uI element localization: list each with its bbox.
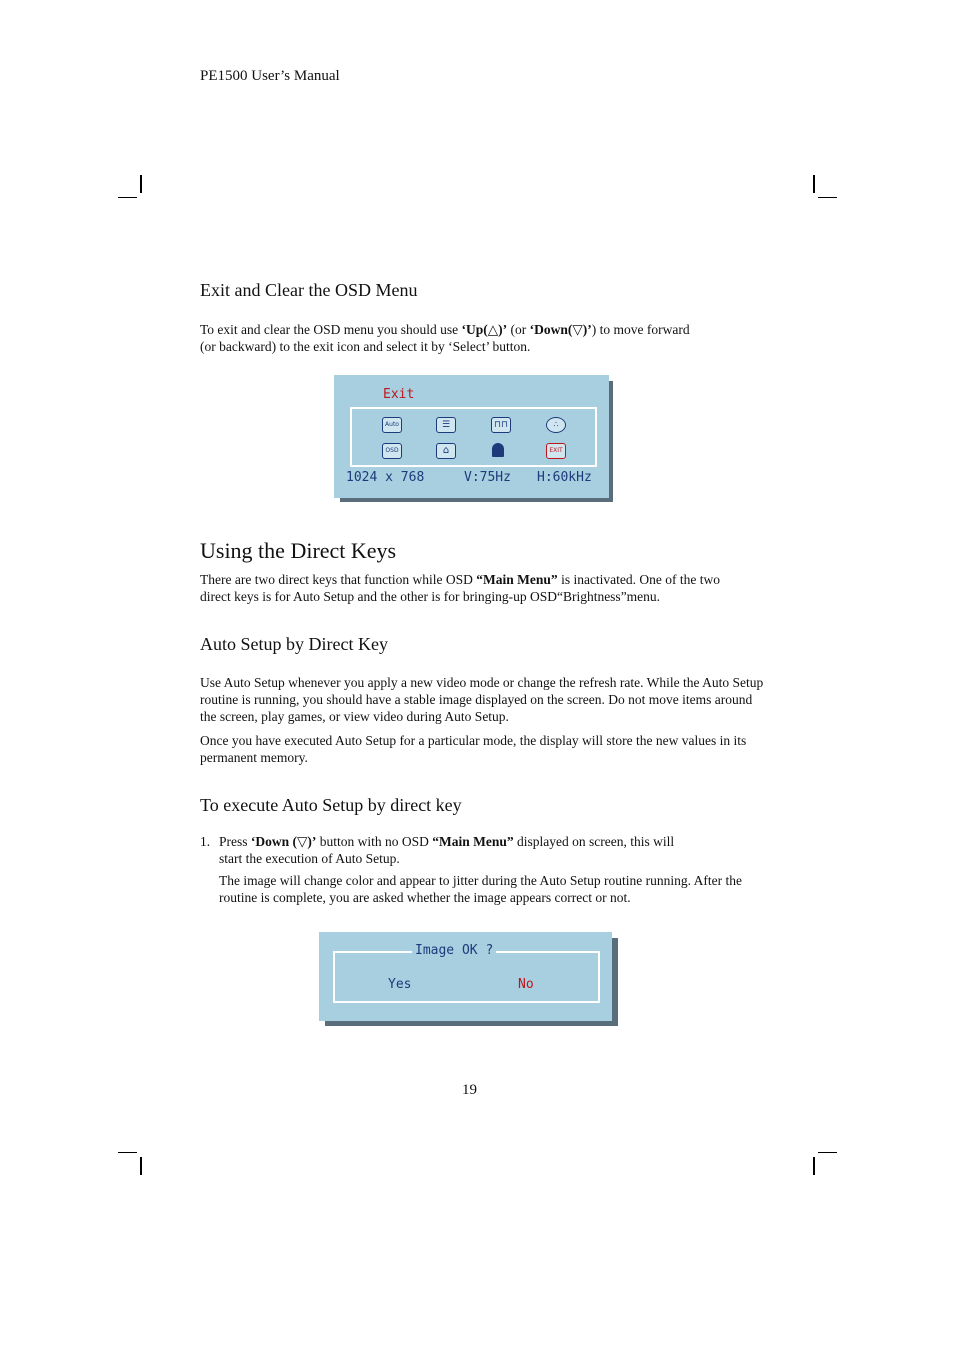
yes-option: Yes — [388, 977, 412, 992]
image-ok-title: Image OK ? — [412, 943, 496, 958]
person-icon — [492, 443, 504, 457]
exit-icon: EXIT — [546, 443, 566, 459]
osd-icon: OSD — [382, 443, 402, 459]
crop-mark — [118, 197, 137, 198]
auto-icon: Auto — [382, 417, 402, 433]
list-icon: ☰ — [436, 417, 456, 433]
crop-mark — [813, 1157, 815, 1175]
wave-icon: ⊓⊓ — [491, 417, 511, 433]
crop-mark — [140, 175, 142, 193]
osd-selected-label: Exit — [383, 387, 415, 402]
list-item-text: Press ‘Down (▽)’ button with no OSD “Main Menu” displayed on screen, this will start the execution of Auto Setup. — [219, 834, 675, 866]
home-icon: ⌂ — [436, 443, 456, 459]
crop-mark — [818, 1152, 837, 1153]
exit-paragraph: To exit and clear the OSD menu you should use ‘Up(△)’ (or ‘Down(▽)’) to move forward (or backward) to the exit icon and select it by ‘Select’ button. — [200, 322, 690, 354]
section-title-auto: Auto Setup by Direct Key — [200, 634, 388, 654]
no-option: No — [518, 977, 534, 992]
section-title-exit: Exit and Clear the OSD Menu — [200, 280, 418, 300]
section-title-direct: Using the Direct Keys — [200, 538, 397, 563]
down-key: ‘Down(▽)’ — [529, 322, 592, 337]
up-key: ‘Up(△)’ — [461, 322, 508, 337]
crop-mark — [140, 1157, 142, 1175]
crop-mark — [813, 175, 815, 193]
section-title-execute: To execute Auto Setup by direct key — [200, 795, 462, 815]
running-header: PE1500 User’s Manual — [200, 68, 340, 84]
image-ok-frame — [333, 951, 600, 1003]
crop-mark — [118, 1152, 137, 1153]
auto-paragraph-2: Once you have executed Auto Setup for a particular mode, the display will store the new values in its permanent memory. — [200, 733, 747, 765]
osd-resolution: 1024 x 768 — [346, 470, 425, 485]
list-item-paragraph: The image will change color and appear to jitter during the Auto Setup routine running. After the routine is complete, you are asked whether the image appears correct or not. — [219, 873, 742, 905]
auto-paragraph-1: Use Auto Setup whenever you apply a new video mode or change the refresh rate. While the Auto Setup routine is running, you should have a stable image displayed on the screen. Do not move items around the screen, play games, or view video during Auto Setup. — [200, 675, 764, 724]
direct-paragraph: There are two direct keys that function while OSD “Main Menu” is inactivated. One of the two direct keys is for Auto Setup and the other is for bringing-up OSD“Brightness”menu. — [200, 572, 721, 604]
osd-hfreq: H:60kHz — [537, 470, 592, 485]
list-item-number: 1. — [200, 834, 211, 849]
osd-vfreq: V:75Hz — [464, 470, 511, 485]
crop-mark — [818, 197, 837, 198]
page-number: 19 — [462, 1082, 477, 1098]
palette-icon: ∴ — [546, 417, 566, 433]
